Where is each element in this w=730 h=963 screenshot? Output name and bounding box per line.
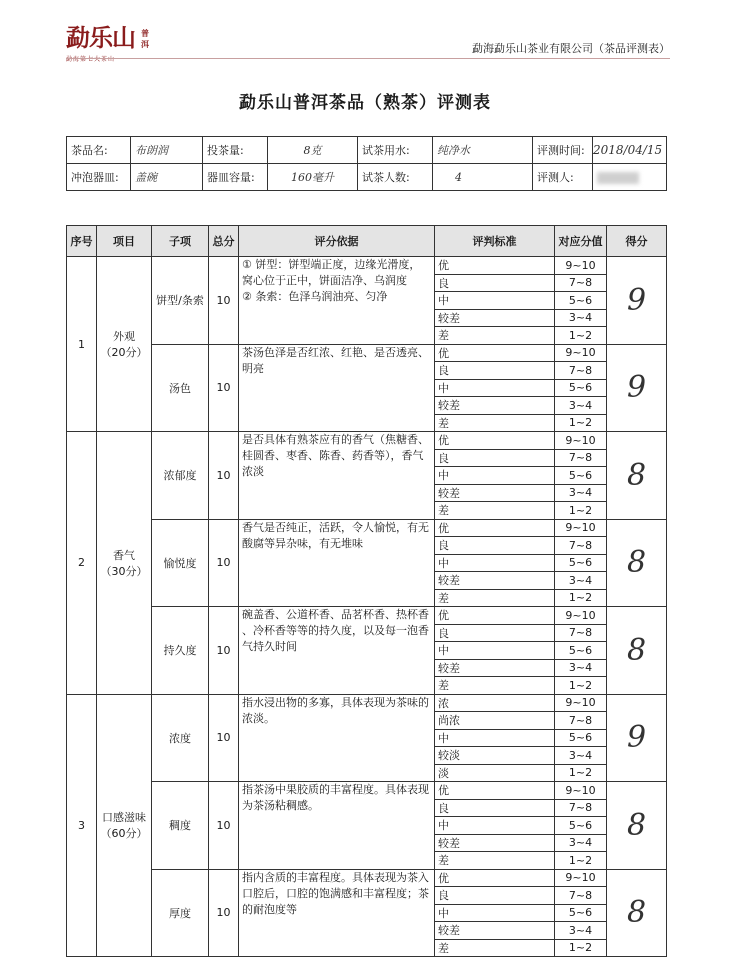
group-item-cell xyxy=(97,432,152,695)
score-range: 5~6 xyxy=(555,904,607,922)
table-row xyxy=(67,344,667,362)
score-range: 9~10 xyxy=(555,257,607,275)
standard-level: 中 xyxy=(435,292,555,310)
tea-info-table xyxy=(66,136,667,191)
scoring-basis xyxy=(239,869,435,957)
score-range: 9~10 xyxy=(555,607,607,625)
basis-line: 口腔后，口腔的饱满感和丰富程度；茶 xyxy=(242,886,429,900)
score-range: 7~8 xyxy=(555,537,607,555)
redacted-name xyxy=(597,172,639,184)
tea-name-value: 布朗润 xyxy=(131,137,203,164)
capacity-value: 160毫升 xyxy=(268,164,358,191)
group-points: （20分） xyxy=(100,346,148,359)
standard-level: 较差 xyxy=(435,309,555,327)
standard-level: 较差 xyxy=(435,659,555,677)
handwritten-score: 8 xyxy=(626,457,647,493)
sub-item-name: 持久度 xyxy=(152,607,209,695)
sub-item-name: 浓郁度 xyxy=(152,432,209,520)
basis-line: ② 条索：色泽乌润油亮、匀净 xyxy=(242,290,388,303)
standard-level: 较差 xyxy=(435,834,555,852)
score-range: 1~2 xyxy=(555,939,607,957)
logo-text: 勐乐山 xyxy=(66,23,135,52)
score-range: 7~8 xyxy=(555,274,607,292)
score-range: 7~8 xyxy=(555,362,607,380)
basis-line: 茶汤色泽是否红浓、红艳、是否透亮、 xyxy=(242,345,429,359)
amount-value: 8克 xyxy=(268,137,358,164)
standard-level: 较差 xyxy=(435,922,555,940)
standard-level: 差 xyxy=(435,327,555,345)
group-points: （60分） xyxy=(100,827,148,841)
table-row xyxy=(67,519,667,537)
score-range: 1~2 xyxy=(555,677,607,695)
score-range: 1~2 xyxy=(555,764,607,782)
sub-item-total: 10 xyxy=(209,344,239,432)
table-row xyxy=(67,607,667,625)
standard-level: 中 xyxy=(435,729,555,747)
score-range: 9~10 xyxy=(555,432,607,450)
score-range: 1~2 xyxy=(555,327,607,345)
score-cell xyxy=(607,782,667,870)
score-range: 5~6 xyxy=(555,729,607,747)
standard-level: 中 xyxy=(435,904,555,922)
standard-level: 较差 xyxy=(435,484,555,502)
score-range: 7~8 xyxy=(555,712,607,730)
table-row xyxy=(67,257,667,275)
scoring-basis xyxy=(239,432,435,520)
evaluation-body xyxy=(67,257,667,957)
group-name: 口感滋味 xyxy=(102,811,146,825)
tea-name-label: 茶品名: xyxy=(67,137,131,164)
table-row xyxy=(67,782,667,800)
table-row xyxy=(67,694,667,712)
standard-level: 中 xyxy=(435,817,555,835)
basis-line: ① 饼型：饼型端正度，边缘光滑度， xyxy=(242,258,421,271)
col-header-total: 总分 xyxy=(209,226,239,257)
standard-level: 优 xyxy=(435,257,555,275)
score-range: 3~4 xyxy=(555,922,607,940)
basis-line: 是否具体有熟茶应有的香气（焦糖香、 xyxy=(242,433,429,446)
col-header-range: 对应分值 xyxy=(555,226,607,257)
logo-subtitle: 勐海第七大茶山 xyxy=(66,56,116,63)
score-cell xyxy=(607,432,667,520)
score-range: 3~4 xyxy=(555,747,607,765)
evaluation-table xyxy=(66,225,667,957)
standard-level: 良 xyxy=(435,449,555,467)
people-label: 试茶人数: xyxy=(358,164,433,191)
score-range: 9~10 xyxy=(555,782,607,800)
standard-level: 优 xyxy=(435,344,555,362)
handwritten-score: 8 xyxy=(626,895,647,931)
score-cell xyxy=(607,257,667,345)
col-header-no: 序号 xyxy=(67,226,97,257)
group-points: （30分） xyxy=(100,564,148,578)
basis-line: 碗盖香、公道杯香、品茗杯香、热杯香 xyxy=(242,608,429,621)
score-cell xyxy=(607,607,667,695)
standard-level: 淡 xyxy=(435,764,555,782)
basis-line: 指内含质的丰富程度。具体表现为茶入 xyxy=(242,870,429,884)
standard-level: 差 xyxy=(435,589,555,607)
standard-level: 良 xyxy=(435,362,555,380)
sub-item-name: 厚度 xyxy=(152,869,209,957)
standard-level: 优 xyxy=(435,782,555,800)
standard-level: 尚浓 xyxy=(435,712,555,730)
basis-line: 气持久时间 xyxy=(242,640,297,653)
group-number: 2 xyxy=(67,432,97,695)
people-value: 4 xyxy=(433,164,533,191)
score-range: 7~8 xyxy=(555,799,607,817)
group-item-cell xyxy=(97,257,152,432)
table-header-row xyxy=(67,226,667,257)
group-item-cell xyxy=(97,694,152,957)
amount-label: 投茶量: xyxy=(203,137,268,164)
standard-level: 良 xyxy=(435,799,555,817)
group-name: 外观 xyxy=(113,330,135,343)
group-number: 1 xyxy=(67,257,97,432)
col-header-sub: 子项 xyxy=(152,226,209,257)
sub-item-name: 饼型/条索 xyxy=(152,257,209,345)
sub-item-name: 愉悦度 xyxy=(152,519,209,607)
score-range: 3~4 xyxy=(555,659,607,677)
handwritten-score: 8 xyxy=(626,807,647,843)
standard-level: 中 xyxy=(435,554,555,572)
table-row xyxy=(67,869,667,887)
standard-level: 差 xyxy=(435,677,555,695)
standard-level: 良 xyxy=(435,274,555,292)
standard-level: 较差 xyxy=(435,572,555,590)
basis-line: 指水浸出物的多寡，具体表现为茶味的 xyxy=(242,695,429,709)
vessel-label: 冲泡器皿: xyxy=(67,164,131,191)
handwritten-score: 9 xyxy=(626,370,647,406)
score-range: 3~4 xyxy=(555,484,607,502)
scoring-basis xyxy=(239,607,435,695)
water-value: 纯净水 xyxy=(433,137,533,164)
time-value: 2018/04/15 xyxy=(593,137,667,164)
scoring-basis xyxy=(239,257,435,345)
standard-level: 良 xyxy=(435,887,555,905)
sub-item-total: 10 xyxy=(209,607,239,695)
basis-line: 香气是否纯正，活跃，令人愉悦，有无 xyxy=(242,520,429,534)
sub-item-name: 稠度 xyxy=(152,782,209,870)
sub-item-total: 10 xyxy=(209,519,239,607)
group-name: 香气 xyxy=(113,548,135,562)
score-range: 3~4 xyxy=(555,309,607,327)
score-cell xyxy=(607,519,667,607)
score-range: 3~4 xyxy=(555,397,607,415)
group-number: 3 xyxy=(67,694,97,957)
score-range: 3~4 xyxy=(555,834,607,852)
score-range: 5~6 xyxy=(555,817,607,835)
basis-line: 的耐泡度等 xyxy=(242,902,297,916)
score-cell xyxy=(607,694,667,782)
scoring-basis xyxy=(239,344,435,432)
score-range: 3~4 xyxy=(555,572,607,590)
scoring-basis xyxy=(239,694,435,782)
standard-level: 差 xyxy=(435,852,555,870)
standard-level: 良 xyxy=(435,537,555,555)
score-range: 5~6 xyxy=(555,292,607,310)
handwritten-score: 9 xyxy=(626,720,647,756)
col-header-standard: 评判标准 xyxy=(435,226,555,257)
header-divider xyxy=(66,58,670,59)
score-range: 1~2 xyxy=(555,852,607,870)
water-label: 试茶用水: xyxy=(358,137,433,164)
col-header-item: 项目 xyxy=(97,226,152,257)
handwritten-score: 8 xyxy=(626,545,647,581)
score-range: 9~10 xyxy=(555,519,607,537)
standard-level: 良 xyxy=(435,624,555,642)
handwritten-score: 8 xyxy=(626,632,647,668)
score-cell xyxy=(607,869,667,957)
handwritten-score: 9 xyxy=(626,282,647,318)
basis-line: 窝心位于正中，饼面洁净、乌润度 xyxy=(242,274,407,287)
sub-item-total: 10 xyxy=(209,257,239,345)
sub-item-total: 10 xyxy=(209,694,239,782)
score-range: 5~6 xyxy=(555,467,607,485)
basis-line: 桂圆香、枣香、陈香、药香等），香气 xyxy=(242,449,424,462)
standard-level: 差 xyxy=(435,939,555,957)
score-cell xyxy=(607,344,667,432)
score-range: 1~2 xyxy=(555,414,607,432)
page-title: 勐乐山普洱茶品（熟茶）评测表 xyxy=(239,93,491,113)
score-range: 1~2 xyxy=(555,589,607,607)
standard-level: 优 xyxy=(435,869,555,887)
basis-line: 为茶汤粘稠感。 xyxy=(242,799,319,812)
sub-item-total: 10 xyxy=(209,432,239,520)
score-range: 9~10 xyxy=(555,869,607,887)
standard-level: 差 xyxy=(435,414,555,432)
evaluator-label: 评测人: xyxy=(533,164,593,191)
standard-level: 优 xyxy=(435,519,555,537)
sub-item-total: 10 xyxy=(209,782,239,870)
basis-line: 、冷杯香等等的持久度，以及每一泡香 xyxy=(242,624,429,637)
basis-line: 浓淡 xyxy=(242,465,264,478)
col-header-basis: 评分依据 xyxy=(239,226,435,257)
col-header-score: 得分 xyxy=(607,226,667,257)
standard-level: 中 xyxy=(435,642,555,660)
standard-level: 中 xyxy=(435,379,555,397)
sub-item-total: 10 xyxy=(209,869,239,957)
score-range: 5~6 xyxy=(555,554,607,572)
basis-line: 酸腐等异杂味，有无堆味 xyxy=(242,536,363,550)
standard-level: 较差 xyxy=(435,397,555,415)
scoring-basis xyxy=(239,519,435,607)
capacity-label: 器皿容量: xyxy=(203,164,268,191)
standard-level: 浓 xyxy=(435,694,555,712)
score-range: 9~10 xyxy=(555,344,607,362)
vessel-value: 盖碗 xyxy=(131,164,203,191)
score-range: 7~8 xyxy=(555,624,607,642)
score-range: 7~8 xyxy=(555,449,607,467)
score-range: 5~6 xyxy=(555,642,607,660)
company-name: 勐海勐乐山茶业有限公司（茶品评测表） xyxy=(472,42,670,55)
standard-level: 较淡 xyxy=(435,747,555,765)
basis-line: 指茶汤中果胶质的丰富程度。具体表现 xyxy=(242,783,429,796)
standard-level: 优 xyxy=(435,432,555,450)
sub-item-name: 浓度 xyxy=(152,694,209,782)
sub-item-name: 汤色 xyxy=(152,344,209,432)
score-range: 9~10 xyxy=(555,694,607,712)
basis-line: 浓淡。 xyxy=(242,711,275,725)
score-range: 7~8 xyxy=(555,887,607,905)
logo-badge: 普洱 xyxy=(141,29,149,49)
table-row xyxy=(67,432,667,450)
time-label: 评测时间: xyxy=(533,137,593,164)
standard-level: 差 xyxy=(435,502,555,520)
standard-level: 中 xyxy=(435,467,555,485)
score-range: 5~6 xyxy=(555,379,607,397)
evaluator-value xyxy=(593,164,667,191)
scoring-basis xyxy=(239,782,435,870)
basis-line: 明亮 xyxy=(242,361,264,375)
standard-level: 优 xyxy=(435,607,555,625)
score-range: 1~2 xyxy=(555,502,607,520)
